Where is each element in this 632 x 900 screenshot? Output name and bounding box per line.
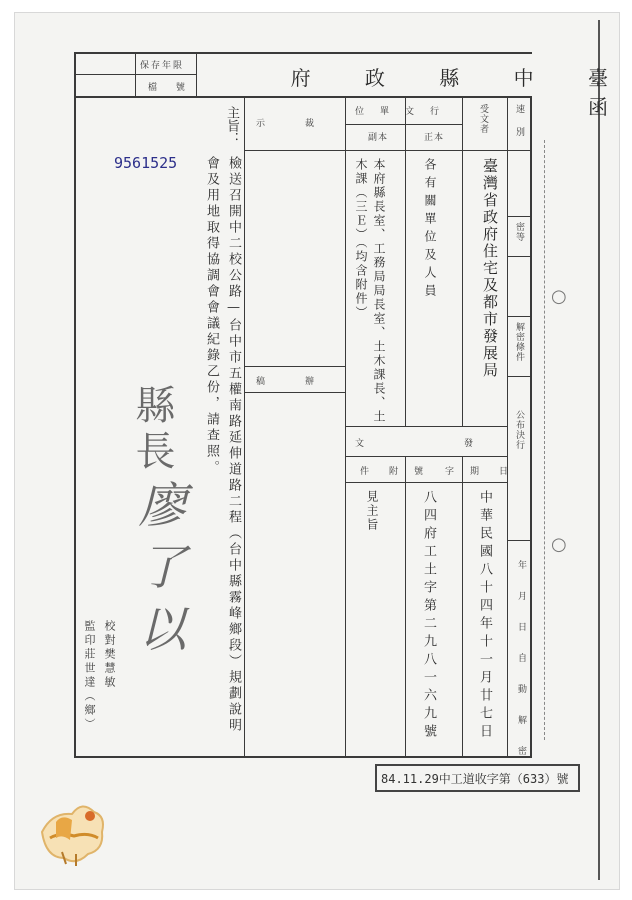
side-dashed-line — [544, 140, 545, 740]
header-left-border — [74, 52, 76, 98]
signature-title: 縣長 — [129, 384, 175, 476]
retention-label: 保存年限 — [140, 61, 185, 71]
frame-bottom — [74, 756, 532, 758]
publish-label: 公布決行 — [514, 410, 524, 450]
col-divider-right — [507, 96, 508, 758]
unit-label: 行文單位 — [355, 107, 456, 117]
declassify-label: 解密條件 — [514, 322, 524, 362]
number-col-label: 字號 — [414, 467, 477, 477]
row-divider-left-mid — [244, 366, 345, 367]
subject-text: 檢送召開中二校公路—台中市五權南路延伸道路二程（台中縣霧峰鄉段）規劃說明會及用地取得協調會會議紀錄乙份，請查照。 — [204, 156, 241, 734]
row-divider-issue-head — [345, 482, 507, 483]
seal-supervisor: 監印莊世達（鄉） — [83, 620, 96, 732]
approval-label: 辦稿 — [256, 377, 355, 387]
col-divider-recipient — [462, 96, 463, 426]
document-label: 發文 — [355, 439, 574, 449]
receipt-stamp-text: 84.11.29中工道收字第（633）號 — [381, 772, 569, 786]
header-mid-divider — [76, 74, 196, 75]
col-divider-copy — [405, 96, 406, 426]
category-label: 速別 — [514, 104, 524, 150]
main-copy-label: 正本 — [424, 133, 445, 143]
right-row-6 — [507, 540, 532, 541]
attachment-col-label: 附件 — [360, 467, 419, 477]
header-divider — [196, 52, 197, 98]
archive-logo — [32, 792, 116, 876]
right-row-2 — [507, 216, 532, 217]
header-cell-divider — [135, 52, 136, 98]
issue-date: 中華民國八十四年十一月廿七日 — [477, 490, 492, 742]
issue-col-div-2 — [462, 456, 463, 758]
binding-mark-1: ○ — [551, 286, 567, 307]
recipient-label: 受文者 — [478, 104, 488, 134]
row-divider-issue-top — [345, 426, 507, 427]
right-row-1 — [507, 150, 532, 151]
right-row-3 — [507, 256, 532, 257]
frame-left — [74, 96, 76, 758]
file-number-label: 檔 號 — [148, 83, 193, 93]
row-divider-issue-mid — [345, 456, 507, 457]
subject-label: 主旨： — [224, 106, 239, 145]
right-row-4 — [507, 316, 532, 317]
issue-number: 八四府工土字第二九八一六九號 — [421, 490, 436, 742]
row-divider-sub — [345, 124, 462, 125]
main-copy-value: 各有關單位及人員 — [423, 158, 437, 302]
issue-attachment: 見主旨 — [365, 490, 379, 532]
date-col-label: 日期 — [470, 467, 529, 477]
copy-to-value: 本府縣長室、工務局局長室、土木課長、土木課（三Ｅ）（均含附件） — [354, 158, 386, 424]
security-label: 密等 — [514, 222, 524, 242]
frame-right — [530, 96, 532, 758]
proofreader: 校對樊慧敏 — [103, 620, 116, 690]
auto-declassify-label: 年 月 日 自 動 解 密 — [516, 560, 526, 761]
signature-name: 廖了以 — [130, 480, 186, 666]
page-edge-line — [598, 20, 600, 880]
serial-number: 9561525 — [114, 154, 178, 172]
document-title: 臺 中 縣 政 府 函 — [290, 66, 632, 119]
frame-top — [74, 96, 532, 98]
header-top-border — [74, 52, 532, 54]
col-divider-mid — [345, 96, 346, 758]
decision-label: 裁示 — [256, 119, 355, 129]
col-divider-left — [244, 96, 245, 758]
row-divider-left-mid2 — [244, 392, 345, 393]
copy-label: 副本 — [368, 133, 389, 143]
row-divider-header — [244, 150, 507, 151]
recipient-value: 臺灣省政府住宅及都市發展局 — [481, 158, 499, 379]
right-row-5 — [507, 376, 532, 377]
binding-mark-2: ○ — [551, 534, 567, 555]
issue-col-div-1 — [405, 456, 406, 758]
